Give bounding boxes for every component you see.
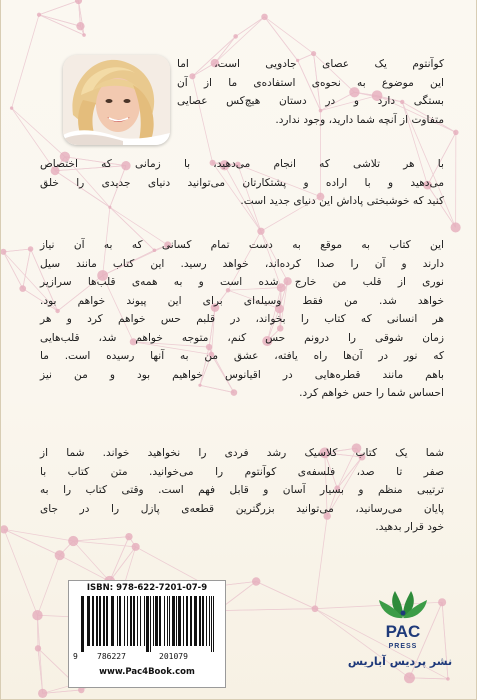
paragraph-line: می‌دهید و با اراده و پشتکارتان می‌توانید دنیای جدیدی را خلق <box>40 176 444 189</box>
paragraph-line: زمان شوقی را درونم حس کنم، متوجه خواهم شد، قلب‌هایی <box>40 331 444 344</box>
paragraph-line: کنید که خوشبختی پاداش این دنیای جدید است. <box>240 195 444 207</box>
paragraph-line: ترتیبی منظم و بسیار آسان و قابل فهم است. وقتی کتاب را به <box>40 484 444 496</box>
paragraph-line: باهم مانند قطره‌هایی در اقیانوس خواهیم بود و من نیز <box>40 368 444 381</box>
paragraph-line: صفر تا صد، فلسفه‌ی کوآنتوم را می‌خوانید. متن کتاب با <box>40 465 444 478</box>
paragraph-line: این موضوع به نحوه‌ی استفاده‌ی ما از آن <box>177 76 444 89</box>
barcode-digit-group-1: 786227 <box>97 652 126 661</box>
paragraph-1 <box>177 55 444 129</box>
paragraph-line: این کتاب به موقع به دست تمام کسانی که به آن نیاز <box>40 239 444 251</box>
publisher-website: www.Pac4Book.com <box>99 667 195 677</box>
paragraph-line: که نور در آن‌ها راه یافته، عشق من به آنها رسیده است. ما <box>40 350 444 362</box>
author-portrait-icon <box>63 55 170 145</box>
author-photo <box>63 55 170 145</box>
paragraph-line: خواهد شد. من فقط وسیله‌ای برای این پیوند خواهم بود. <box>40 294 444 307</box>
logo-wordmark: PAC <box>385 622 421 641</box>
paragraph-4 <box>40 444 444 537</box>
barcode-digit-group-2: 201079 <box>159 652 188 661</box>
barcode-digit-prefix: 9 <box>73 652 78 661</box>
logo-subtext: PRESS <box>388 643 418 650</box>
paragraph-line: احساس شما را حس خواهم کرد. <box>299 387 444 399</box>
isbn-number: ISBN: 978-622-7201-07-9 <box>86 583 208 593</box>
paragraph-line: خود قرار بدهید. <box>375 521 444 533</box>
paragraph-line: بستگی دارد و در دستان هیچ‌کس عصایی <box>177 95 444 107</box>
paragraph-2 <box>40 155 444 211</box>
publisher-name: نشر پردیس آباریس <box>347 655 453 668</box>
paragraph-line: دارند و آن را صدا کرده‌اند، خواهد رسید. این کتاب مانند سیل <box>40 257 444 270</box>
paragraph-line: متفاوت از آنچه شما دارید، وجود ندارد. <box>275 113 444 126</box>
barcode-icon <box>81 596 215 652</box>
paragraph-line: کوآنتوم یک عصای جادویی است، اما <box>177 58 444 70</box>
paragraph-line: با هر تلاشی که انجام می‌دهید، با زمانی که اختصاص <box>40 158 444 170</box>
barcode-box <box>68 580 226 688</box>
paragraph-line: پایان می‌رسانید، می‌توانید بزرگترین قطعه‌ی پازل را در جای <box>40 502 444 515</box>
publisher-logo-icon <box>363 583 443 653</box>
paragraph-line: هر انسانی که کتاب را بخواند، در قلبم حس خواهم کرد و هر <box>40 313 444 325</box>
paragraph-line: نوری از قلب من خارج شده است و به همه‌ی قلب‌ها سرازیر <box>40 276 444 288</box>
barcode-digits <box>69 652 225 664</box>
paragraph-line: شما یک کتاب کلاسیک رشد فردی را نخواهید خواند. شما از <box>40 447 444 459</box>
paragraph-3 <box>40 236 444 403</box>
